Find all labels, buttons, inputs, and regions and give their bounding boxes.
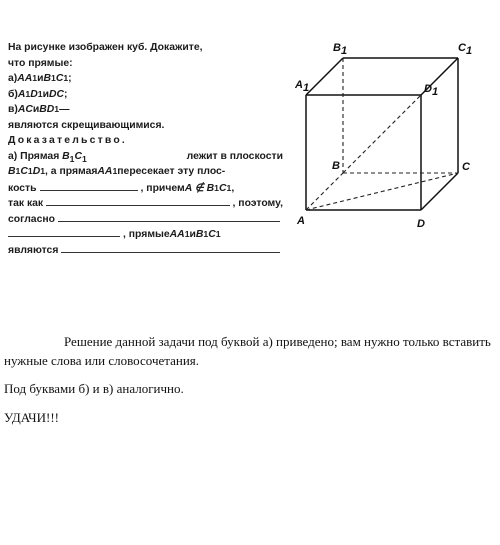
proof-line-4 xyxy=(8,195,283,211)
instruction-main: Решение данной задачи под буквой а) приведено; вам нужно только вставить нужные слова или словосочетания. xyxy=(4,334,491,368)
vertex-label-d: D xyxy=(417,218,425,230)
proof-line-7 xyxy=(8,242,283,258)
item-b xyxy=(8,87,283,103)
vertex-label-c: C xyxy=(462,161,470,173)
diagonal-ac xyxy=(306,173,458,210)
line-name: D xyxy=(30,88,38,100)
proof-line-1 xyxy=(8,149,283,165)
line-name: B xyxy=(43,73,51,84)
punct: ; xyxy=(68,73,72,84)
line-name: C xyxy=(55,73,64,84)
item-label: в) xyxy=(8,104,18,115)
line-name: C xyxy=(218,182,227,194)
conjunction: и xyxy=(37,73,44,84)
index: 1 xyxy=(184,229,190,239)
text-fragment: согласно xyxy=(8,213,55,225)
text-fragment: лежит в плоскости xyxy=(186,150,283,162)
problem-line xyxy=(8,118,283,134)
conjunction: и xyxy=(42,88,49,100)
point-name: D xyxy=(32,166,41,177)
line-name: B xyxy=(195,229,204,240)
index: 1 xyxy=(15,166,21,176)
punct: — xyxy=(59,104,70,115)
text-fragment: , а прямая xyxy=(45,166,98,177)
index: 1 xyxy=(63,73,69,83)
answer-blank-1[interactable] xyxy=(40,180,138,191)
point-name: C xyxy=(20,166,28,177)
index: 1 xyxy=(214,182,219,193)
index: 1 xyxy=(37,88,43,99)
index: 1 xyxy=(27,166,33,176)
proof-line-5 xyxy=(8,211,283,227)
problem-statement: являются скрещивающимися. xyxy=(8,119,165,131)
index: 1 xyxy=(40,166,46,176)
index: 1 xyxy=(69,153,75,164)
problem-statement: что прямые: xyxy=(8,57,73,69)
edge-a1b1 xyxy=(306,58,343,95)
vertex-label-d1: D1 xyxy=(424,83,439,98)
instructions xyxy=(4,332,500,426)
proof-line-3 xyxy=(8,180,283,196)
vertex-label-a: A xyxy=(297,215,305,227)
proof-line-2 xyxy=(8,164,283,180)
problem-line xyxy=(8,56,283,72)
line-name: C xyxy=(74,150,83,162)
proof-heading: Доказательство. xyxy=(8,135,127,146)
line-name: AA xyxy=(97,166,113,177)
diagonal-bd1 xyxy=(343,95,421,173)
line-name: BD xyxy=(39,104,55,115)
index: 1 xyxy=(226,182,232,193)
index: 1 xyxy=(51,73,56,83)
vertex-label-a1: A1 xyxy=(295,79,310,94)
item-label: б) xyxy=(8,88,18,100)
proof-heading-line xyxy=(8,133,283,149)
text-fragment: а) Прямая xyxy=(8,150,63,162)
item-c xyxy=(8,102,283,118)
answer-blank-2[interactable] xyxy=(46,195,229,206)
index: 1 xyxy=(25,88,31,99)
problem-statement: На рисунке изображен куб. Докажите, xyxy=(8,42,203,53)
index: 1 xyxy=(82,153,87,164)
problem-text xyxy=(8,40,283,257)
answer-blank-3[interactable] xyxy=(58,211,280,222)
item-label: а) xyxy=(8,73,18,84)
point-name: B xyxy=(8,166,16,177)
item-a xyxy=(8,71,283,87)
line-name: AC xyxy=(17,104,33,115)
text-fragment: кость xyxy=(8,182,37,194)
vertex-label-b1: B1 xyxy=(333,42,348,57)
vertex-label-c1: C1 xyxy=(458,42,473,57)
line-name: A xyxy=(17,88,26,100)
math-expression: A ∉ B xyxy=(184,182,215,194)
index: 1 xyxy=(203,229,209,239)
textbook-scan xyxy=(0,30,500,292)
punct: ; xyxy=(63,88,68,100)
index: 1 xyxy=(215,229,221,239)
cube-figure xyxy=(295,38,495,253)
answer-blank-4[interactable] xyxy=(8,226,120,237)
line-name: C xyxy=(208,229,216,240)
good-luck: УДАЧИ!!! xyxy=(4,410,59,425)
conjunction: и xyxy=(32,104,40,115)
text-fragment: так как xyxy=(8,198,44,209)
line-name: AA xyxy=(169,229,185,240)
problem-line xyxy=(8,40,283,56)
text-fragment: , причем xyxy=(140,182,185,194)
index: 1 xyxy=(32,73,38,83)
line-name: AA xyxy=(17,73,33,84)
index: 1 xyxy=(54,104,60,114)
line-name: DC xyxy=(48,88,64,100)
instruction-similar: Под буквами б) и в) аналогично. xyxy=(4,381,184,396)
edge-dc xyxy=(421,173,458,210)
text-fragment: , поэтому, xyxy=(232,198,283,209)
vertex-label-b: B xyxy=(332,160,340,172)
answer-blank-5[interactable] xyxy=(61,242,280,253)
proof-line-6 xyxy=(8,226,283,242)
conjunction: и xyxy=(189,229,196,240)
text-fragment: являются xyxy=(8,244,59,256)
punct: , xyxy=(231,182,235,194)
index: 1 xyxy=(112,166,118,176)
hidden-edge-ab xyxy=(306,173,343,210)
text-fragment: , прямые xyxy=(123,229,170,240)
text-fragment: пересекает эту плос- xyxy=(117,166,226,177)
line-name: B xyxy=(62,150,70,162)
